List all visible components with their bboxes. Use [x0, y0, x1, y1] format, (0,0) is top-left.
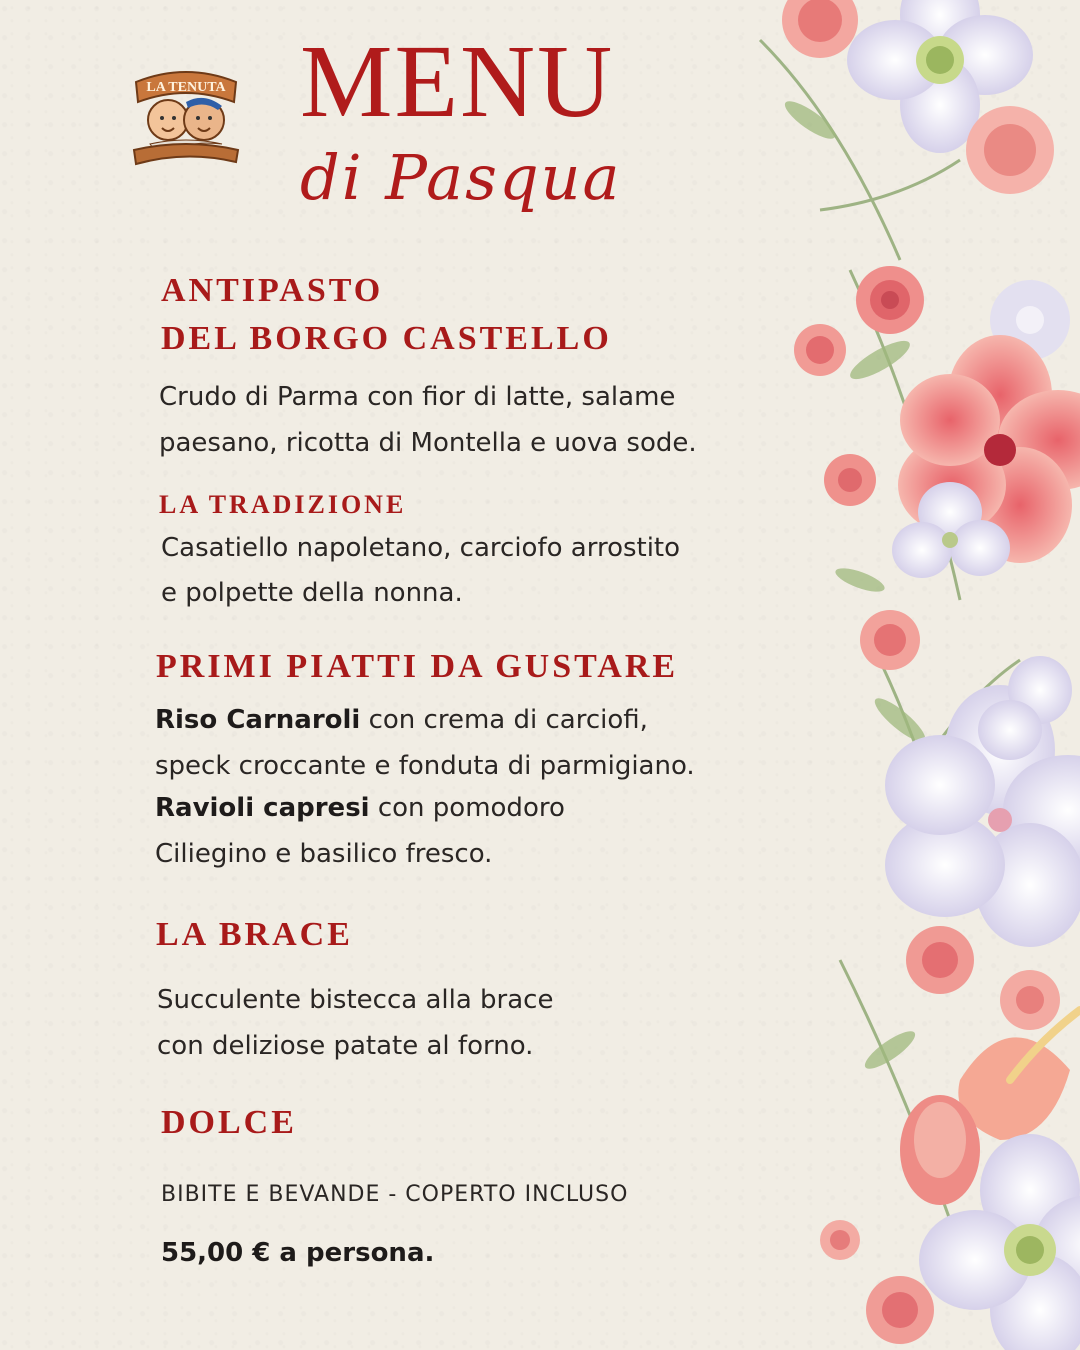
primi-dish2-rest: con pomodoro — [369, 793, 565, 823]
menu-subtitle: di Pasqua — [300, 141, 622, 214]
primi-dish2-name: Ravioli capresi — [155, 793, 370, 823]
tradizione-description-line2: e polpette della nonna. — [161, 578, 463, 608]
brace-heading: LA BRACE — [156, 916, 353, 953]
primi-dish1-name: Riso Carnaroli — [155, 705, 361, 735]
primi-dish1-line2: speck croccante e fonduta di parmigiano. — [155, 751, 695, 781]
primi-dish1-rest: con crema di carciofi, — [360, 705, 648, 735]
floral-border-illustration — [700, 0, 1080, 1350]
brace-description-line2: con deliziose patate al forno. — [157, 1031, 534, 1061]
dolce-heading: DOLCE — [161, 1104, 297, 1141]
logo-text: LA TENUTA — [146, 80, 226, 95]
primi-heading: PRIMI PIATTI DA GUSTARE — [156, 648, 679, 685]
tradizione-heading: LA TRADIZIONE — [159, 490, 407, 519]
included-note: BIBITE E BEVANDE - COPERTO INCLUSO — [161, 1182, 629, 1207]
tradizione-description-line1: Casatiello napoletano, carciofo arrostito — [161, 533, 681, 563]
antipasto-heading-line1: ANTIPASTO — [161, 272, 384, 309]
antipasto-heading-line2: DEL BORGO CASTELLO — [161, 320, 612, 357]
restaurant-logo — [130, 58, 242, 170]
brace-description-line1: Succulente bistecca alla brace — [157, 985, 554, 1015]
menu-title: MENU — [300, 24, 615, 139]
price-per-person: 55,00 € a persona. — [161, 1238, 435, 1268]
antipasto-description-line2: paesano, ricotta di Montella e uova sode. — [159, 428, 697, 458]
primi-dish2-line2: Ciliegino e basilico fresco. — [155, 839, 493, 869]
antipasto-description-line1: Crudo di Parma con fior di latte, salame — [159, 382, 676, 412]
primi-dish1-line1 — [155, 697, 648, 743]
primi-dish2-line1 — [155, 785, 565, 831]
